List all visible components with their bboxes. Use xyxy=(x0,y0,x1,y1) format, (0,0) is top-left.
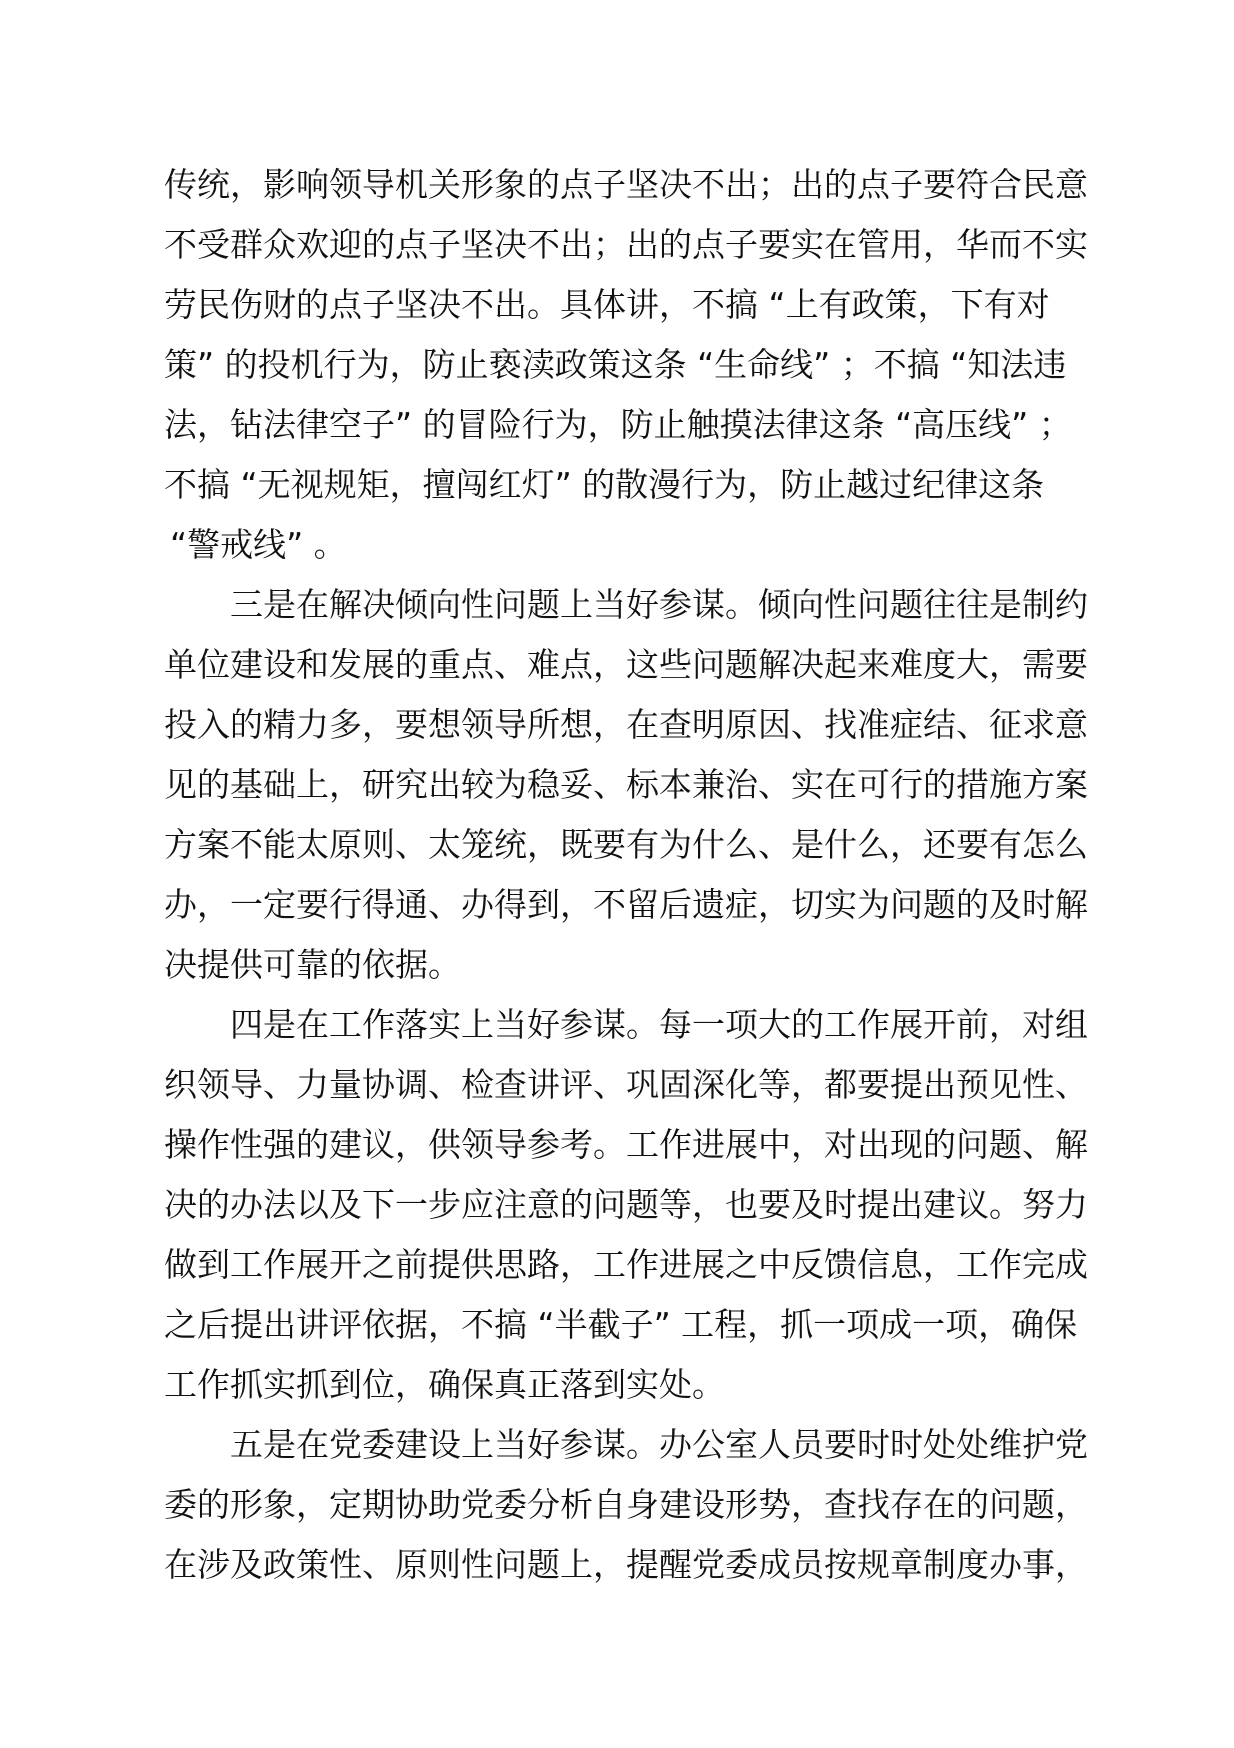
text-line: 不搞 “无视规矩，擅闯红灯” 的散漫行为，防止越过纪律这条 xyxy=(164,465,1045,504)
text-line: 劳民伤财的点子坚决不出。具体讲，不搞 “上有政策，下有对 xyxy=(164,285,1050,324)
text-line: 委的形象，定期协助党委分析自身建设形势，查找存在的问题， xyxy=(164,1485,1088,1524)
text-line: 方案不能太原则、太笼统，既要有为什么、是什么，还要有怎么 xyxy=(164,825,1088,864)
paragraph-first-line: 四是在工作落实上当好参谋。每一项大的工作展开前，对组 xyxy=(230,1005,1088,1044)
text-line: 法，钻法律空子” 的冒险行为，防止触摸法律这条 “高压线” ； xyxy=(164,405,1072,444)
text-line: 见的基础上，研究出较为稳妥、标本兼治、实在可行的措施方案 xyxy=(164,765,1088,804)
text-line: 决的办法以及下一步应注意的问题等，也要及时提出建议。努力 xyxy=(164,1185,1088,1224)
text-line: 之后提出讲评依据，不搞 “半截子” 工程，抓一项成一项，确保 xyxy=(164,1305,1078,1344)
text-line: 工作抓实抓到位，确保真正落到实处。 xyxy=(164,1365,725,1404)
text-line: 投入的精力多，要想领导所想，在查明原因、找准症结、征求意 xyxy=(164,705,1088,744)
text-line: 传统，影响领导机关形象的点子坚决不出；出的点子要符合民意 xyxy=(164,165,1088,204)
text-line: 办，一定要行得通、办得到，不留后遗症，切实为问题的及时解 xyxy=(164,885,1088,924)
text-line: 在涉及政策性、原则性问题上，提醒党委成员按规章制度办事， xyxy=(164,1545,1088,1584)
text-line: 决提供可靠的依据。 xyxy=(164,945,461,984)
text-line: 策” 的投机行为，防止亵渎政策这条 “生命线” ；不搞 “知法违 xyxy=(164,345,1067,384)
paragraph-first-line: 三是在解决倾向性问题上当好参谋。倾向性问题往往是制约 xyxy=(230,585,1088,624)
text-line: 织领导、力量协调、检查讲评、巩固深化等，都要提出预见性、 xyxy=(164,1065,1088,1104)
text-line: 单位建设和发展的重点、难点，这些问题解决起来难度大，需要 xyxy=(164,645,1088,684)
text-line: 做到工作展开之前提供思路，工作进展之中反馈信息，工作完成 xyxy=(164,1245,1088,1284)
text-line: 不受群众欢迎的点子坚决不出；出的点子要实在管用，华而不实 xyxy=(164,225,1088,264)
text-line: 操作性强的建议，供领导参考。工作进展中，对出现的问题、解 xyxy=(164,1125,1088,1164)
paragraph-first-line: 五是在党委建设上当好参谋。办公室人员要时时处处维护党 xyxy=(230,1425,1088,1464)
text-line: “警戒线” 。 xyxy=(170,525,347,564)
document-body xyxy=(164,155,1114,1595)
